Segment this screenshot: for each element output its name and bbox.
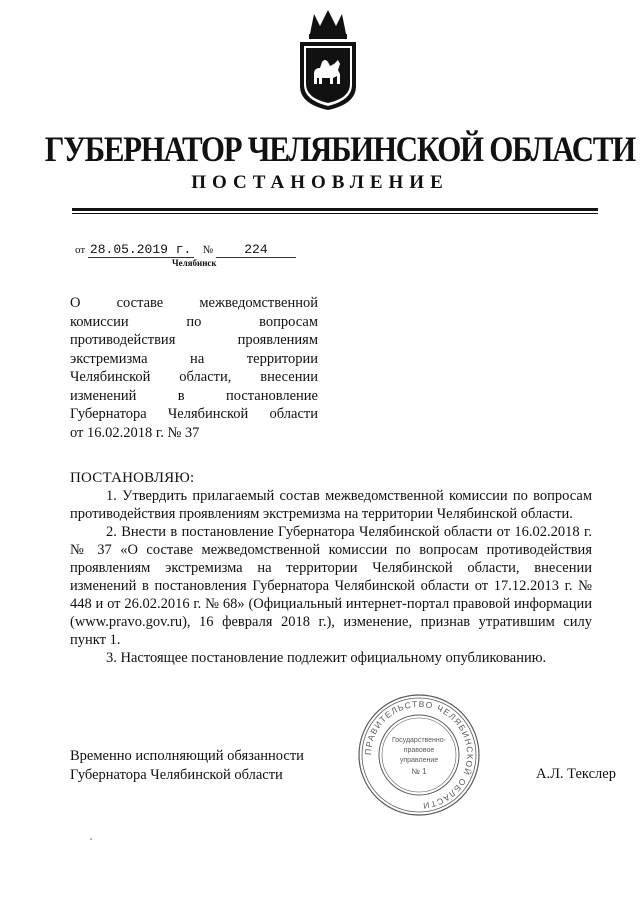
header-rule-thin — [72, 213, 598, 214]
coat-of-arms-icon — [296, 8, 360, 112]
subject-line: комиссии по вопросам — [70, 313, 318, 330]
signatory-position-line: Губернатора Челябинской области — [70, 767, 283, 783]
signatory-position — [70, 747, 304, 785]
document-body — [70, 487, 592, 667]
document-title: ГУБЕРНАТОР ЧЕЛЯБИНСКОЙ ОБЛАСТИ — [44, 129, 635, 169]
document-number: 224 — [216, 242, 296, 258]
subject-line: О составе межведомственной — [70, 295, 318, 311]
date-prefix: от — [75, 244, 86, 256]
signatory-position-line: Временно исполняющий обязанности — [70, 748, 304, 764]
svg-text:ПРАВИТЕЛЬСТВО ЧЕЛЯБИНСКОЙ ОБЛА — [363, 699, 475, 811]
seal-ring-text: ПРАВИТЕЛЬСТВО ЧЕЛЯБИНСКОЙ ОБЛАСТИ — [362, 698, 476, 811]
document-type: ПОСТАНОВЛЕНИЕ — [191, 172, 449, 193]
body-paragraph: 3. Настоящее постановление подлежит официальному опубликованию. — [106, 650, 547, 666]
body-paragraph: 2. Внести в постановление Губернатора Челябинской области от 16.02.2018 г. № 37 «О составе межведомственной комиссии по вопросам противодействия проявлениям экстремизма на территории Челябинской области, внесении изменений в постановления Губернатора Челябинской области от 17.12.2013 г. № 448 и от 26.02.2016 г. № 68» (Официальный интернет-портал правовой информации (www.pravo.gov.ru), 16 февраля 2018 г.), изменение, признав утратившим силу пункт 1. — [70, 524, 592, 648]
seal-inner-text: № 1 — [411, 767, 427, 776]
seal-inner-text: правовое — [403, 747, 435, 754]
official-seal — [356, 692, 482, 818]
body-paragraph: 1. Утвердить прилагаемый состав межведомственной комиссии по вопросам противодействия проявлениям экстремизма на территории Челябинской области. — [70, 488, 592, 522]
decree-word: ПОСТАНОВЛЯЮ: — [70, 470, 195, 486]
document-date: 28.05.2019 г. — [88, 242, 194, 258]
date-number-row — [75, 242, 296, 258]
subject-line: от 16.02.2018 г. № 37 — [70, 424, 200, 441]
subject-line: Челябинской области, внесении — [70, 369, 318, 385]
header-rule-thick — [72, 208, 598, 211]
document-subject — [70, 294, 318, 442]
city-label: Челябинск — [172, 258, 217, 268]
number-sign: № — [202, 244, 214, 256]
subject-line: противодействия проявлениям — [70, 332, 318, 348]
seal-inner-text: управление — [399, 757, 439, 764]
seal-inner-text: Государственно- — [391, 737, 447, 744]
subject-line: экстремизма на территории — [70, 350, 318, 367]
scan-speck — [90, 838, 92, 840]
subject-line: Губернатора Челябинской области — [70, 406, 318, 422]
subject-line: изменений в постановление — [70, 387, 318, 404]
signatory-name: А.Л. Текслер — [536, 766, 616, 782]
